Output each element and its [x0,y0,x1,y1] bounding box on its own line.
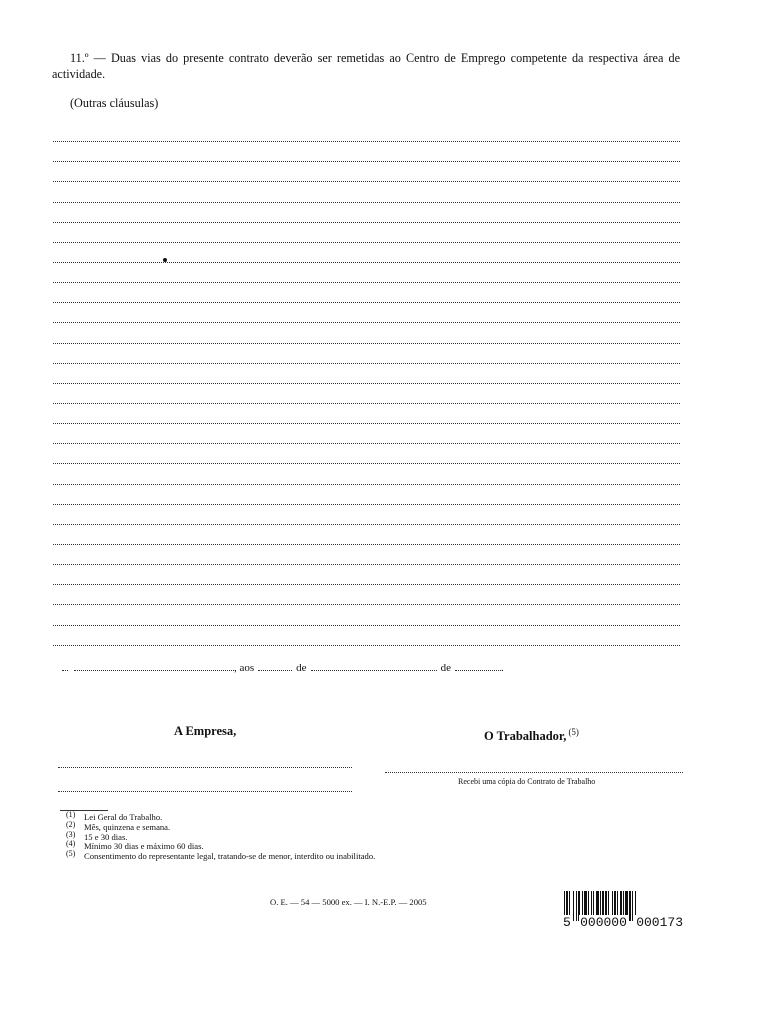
other-clauses-blank-lines [53,126,680,650]
blank-dotted-line[interactable] [53,468,680,488]
ink-speck [163,258,167,262]
blank-dotted-line[interactable] [53,388,680,408]
month-field[interactable] [311,661,437,671]
blank-dotted-line[interactable] [53,609,680,629]
footnote-number: (2) [66,819,76,829]
place-field[interactable] [74,661,234,671]
blank-dotted-line[interactable] [53,408,680,428]
blank-dotted-line[interactable] [53,348,680,368]
dot-leader [62,661,68,671]
company-signature-label: A Empresa, [174,724,237,738]
footnote-text: 15 e 30 dias. [84,831,128,842]
footnote-text: Consentimento do representante legal, tratando-se de menor, interdito ou inabilitado. [84,851,376,862]
barcode-first-digit: 5 [563,915,571,930]
footnotes [66,810,376,862]
date-de-label-1: de [296,662,307,674]
footnote-number: (3) [66,829,76,839]
blank-dotted-line[interactable] [53,589,680,609]
footnote-text: Mês, quinzena e semana. [84,821,171,832]
blank-dotted-line[interactable] [53,267,680,287]
date-aos-label: , aos [234,662,255,674]
print-info: O. E. — 54 — 5000 ex. — I. N.-E.P. — 2005 [270,897,427,907]
blank-dotted-line[interactable] [53,549,680,569]
company-signature-line-2[interactable] [58,791,352,792]
worker-receipt-note: Recebi uma cópia do Contrato de Trabalho [458,777,596,786]
footnote-number: (5) [66,849,76,859]
blank-dotted-line[interactable] [53,529,680,549]
blank-dotted-line[interactable] [53,448,680,468]
worker-label-text: O Trabalhador, [484,729,567,743]
barcode-group-2: 000173 [636,915,683,930]
barcode-group-1: 000000 [580,915,627,930]
blank-dotted-line[interactable] [53,207,680,227]
worker-signature-label [484,727,579,744]
footnote-text: Lei Geral do Trabalho. [84,812,163,822]
blank-dotted-line[interactable] [53,247,680,267]
blank-dotted-line[interactable] [53,307,680,327]
blank-dotted-line[interactable] [53,368,680,388]
blank-dotted-line[interactable] [53,146,680,166]
footnote-number: (4) [66,839,76,849]
place-date-line [62,661,504,674]
worker-footnote-ref: (5) [568,727,579,737]
blank-dotted-line[interactable] [53,126,680,146]
blank-dotted-line[interactable] [53,327,680,347]
clause-11 [52,50,680,82]
blank-dotted-line[interactable] [53,630,680,650]
blank-dotted-line[interactable] [53,186,680,206]
footnote-item [66,849,376,862]
date-de-label-2: de [440,662,451,674]
footnote-number: (1) [66,810,76,819]
date-end: . [500,662,504,674]
clause-11-text: — Duas vias do presente contrato deverão ser remetidas ao Centro de Emprego competente da respectiva área de actividade. [52,51,680,81]
blank-dotted-line[interactable] [53,227,680,247]
worker-signature-line[interactable] [385,772,683,773]
blank-dotted-line[interactable] [53,569,680,589]
blank-dotted-line[interactable] [53,287,680,307]
footnote-text: Mínimo 30 dias e máximo 60 dias. [84,841,204,852]
blank-dotted-line[interactable] [53,489,680,509]
blank-dotted-line[interactable] [53,166,680,186]
blank-dotted-line[interactable] [53,428,680,448]
year-field[interactable] [455,661,501,671]
blank-dotted-line[interactable] [53,509,680,529]
other-clauses-label: (Outras cláusulas) [70,96,159,110]
barcode-digits [562,915,684,930]
day-field[interactable] [258,661,292,671]
company-signature-line-1[interactable] [58,767,352,768]
clause-11-number: 11.º [70,51,89,65]
